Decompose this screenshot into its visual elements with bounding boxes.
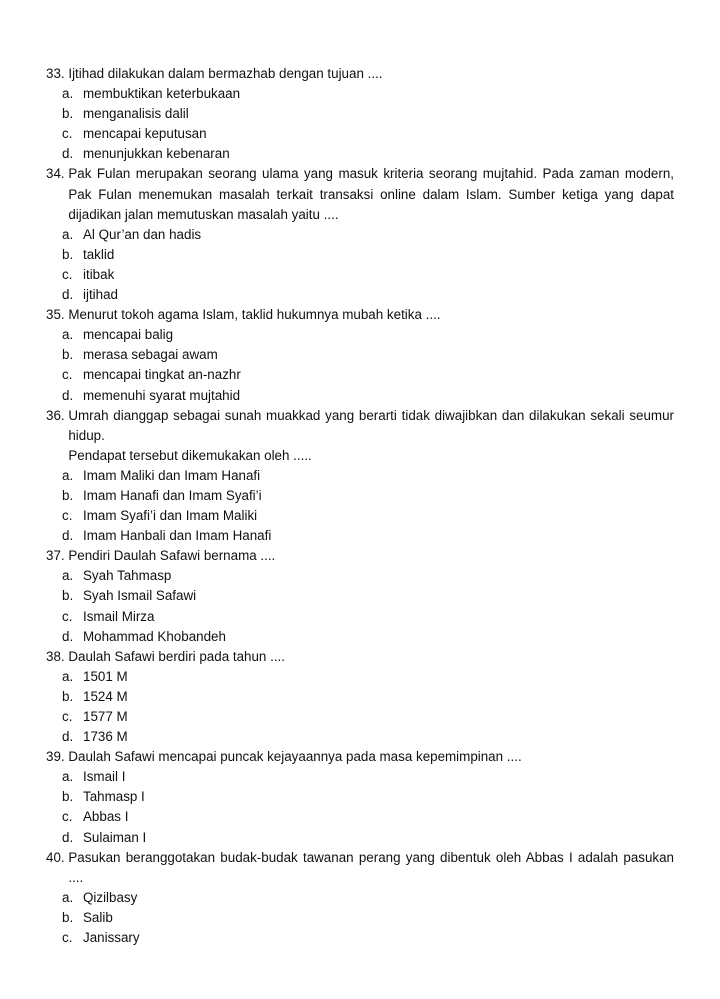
question-stem [46, 406, 674, 466]
option-letter: a. [62, 769, 74, 785]
option-d [62, 627, 674, 647]
question-text [68, 647, 674, 667]
option-text: Imam Hanbali dan Imam Hanafi [83, 528, 272, 544]
option-list [46, 466, 674, 546]
question-34 [46, 164, 674, 305]
option-letter: d. [62, 387, 74, 403]
option-text: Imam Maliki dan Imam Hanafi [83, 467, 261, 483]
option-text: Ismail I [83, 769, 126, 785]
option-text: Ismail Mirza [83, 608, 155, 624]
question-stem [46, 305, 674, 325]
option-text: 1524 M [83, 688, 128, 704]
question-paragraph: Pasukan beranggotakan budak-budak tawanan perang yang dibentuk oleh Abbas I adalah pasukan .... [68, 849, 674, 885]
option-letter: a. [62, 889, 74, 905]
option-text: Qizilbasy [83, 889, 138, 905]
option-c [62, 124, 674, 144]
option-b [62, 908, 674, 928]
question-stem [46, 64, 674, 84]
option-letter: b. [62, 909, 74, 925]
question-number: 38. [46, 648, 65, 664]
option-d [62, 526, 674, 546]
option-list [46, 84, 674, 164]
option-letter: c. [62, 608, 73, 624]
option-text: 1577 M [83, 709, 128, 724]
option-list [46, 767, 674, 847]
option-a [62, 667, 674, 687]
option-c [62, 607, 674, 627]
option-letter: c. [62, 930, 73, 946]
option-letter: b. [62, 347, 74, 363]
question-text [68, 305, 674, 325]
option-text: menunjukkan kebenaran [83, 146, 230, 162]
option-d [62, 285, 674, 305]
question-paragraph: Ijtihad dilakukan dalam bermazhab dengan tujuan .... [68, 66, 383, 81]
option-text: Salib [83, 909, 113, 925]
option-text: membuktikan keterbukaan [83, 86, 241, 102]
option-text: Sulaiman I [83, 829, 147, 845]
option-a [62, 767, 674, 787]
option-text: taklid [83, 246, 115, 262]
option-text: Janissary [83, 930, 140, 946]
option-a [62, 888, 674, 908]
question-39 [46, 747, 674, 847]
option-letter: a. [62, 568, 74, 584]
option-c [62, 265, 674, 285]
option-a [62, 566, 674, 586]
option-d [62, 727, 674, 747]
option-c [62, 365, 674, 385]
option-d [62, 144, 674, 164]
question-text [68, 747, 674, 767]
option-list [46, 667, 674, 747]
question-stem [46, 747, 674, 767]
option-text: Syah Ismail Safawi [83, 588, 197, 604]
option-text: Tahmasp I [83, 789, 145, 805]
option-letter: b. [62, 588, 74, 604]
question-number: 39. [46, 749, 65, 765]
option-letter: c. [62, 126, 73, 142]
option-letter: b. [62, 246, 74, 262]
option-text: Imam Hanafi dan Imam Syafi’i [83, 487, 262, 503]
option-letter: b. [62, 789, 74, 805]
option-letter: a. [62, 467, 74, 483]
option-letter: b. [62, 487, 74, 503]
option-c [62, 707, 674, 727]
option-b [62, 345, 674, 365]
option-text: Al Qur’an dan hadis [83, 226, 202, 242]
question-paragraph: Daulah Safawi berdiri pada tahun .... [68, 648, 285, 664]
option-text: mencapai keputusan [83, 126, 207, 142]
question-40 [46, 848, 674, 948]
option-text: menganalisis dalil [83, 106, 189, 122]
question-paragraph: Pendiri Daulah Safawi bernama .... [68, 548, 276, 564]
option-d [62, 828, 674, 848]
option-letter: a. [62, 668, 74, 684]
option-b [62, 104, 674, 124]
option-text: Imam Syafi’i dan Imam Maliki [83, 508, 258, 524]
option-a [62, 225, 674, 245]
question-number: 33. [46, 66, 65, 81]
option-letter: a. [62, 86, 74, 102]
question-stem [46, 164, 674, 224]
question-text [68, 64, 674, 84]
option-list [46, 888, 674, 948]
option-a [62, 84, 674, 104]
option-text: itibak [83, 266, 115, 282]
question-number: 35. [46, 307, 65, 323]
option-letter: d. [62, 729, 74, 745]
option-letter: a. [62, 226, 74, 242]
question-37 [46, 546, 674, 646]
question-36 [46, 406, 674, 547]
option-c [62, 506, 674, 526]
option-letter: d. [62, 829, 74, 845]
question-number: 37. [46, 548, 65, 564]
question-text [68, 848, 674, 888]
option-letter: b. [62, 106, 74, 122]
option-c [62, 928, 674, 948]
option-b [62, 245, 674, 265]
option-b [62, 687, 674, 707]
question-paragraph: Pak Fulan merupakan seorang ulama yang masuk kriteria seorang mujtahid. Pada zaman modern, Pak Fulan menemukan masalah terkait transaksi online dalam Islam. Sumber ketiga yang dapat dijadikan jalan memutuskan masalah yaitu .... [68, 166, 674, 222]
question-paragraph: Umrah dianggap sebagai sunah muakkad yang berarti tidak diwajibkan dan dilakukan sekali seumur hidup. [68, 407, 674, 443]
option-text: 1736 M [83, 729, 128, 745]
question-number: 36. [46, 407, 65, 423]
option-text: Abbas I [83, 809, 129, 825]
question-stem [46, 546, 674, 566]
option-text: mencapai tingkat an-nazhr [83, 367, 241, 383]
option-text: Syah Tahmasp [83, 568, 172, 584]
option-b [62, 486, 674, 506]
option-b [62, 787, 674, 807]
option-text: mencapai balig [83, 327, 174, 343]
question-stem [46, 647, 674, 667]
option-a [62, 325, 674, 345]
question-number: 34. [46, 166, 65, 182]
question-text [68, 546, 674, 566]
option-a [62, 466, 674, 486]
option-letter: a. [62, 327, 74, 343]
option-text: memenuhi syarat mujtahid [83, 387, 241, 403]
option-letter: c. [62, 709, 73, 724]
question-paragraph: Pendapat tersebut dikemukakan oleh ..... [68, 447, 312, 463]
question-38 [46, 647, 674, 747]
option-letter: d. [62, 287, 74, 303]
option-c [62, 807, 674, 827]
option-list [46, 225, 674, 305]
option-letter: d. [62, 146, 74, 162]
question-stem [46, 848, 674, 888]
option-letter: c. [62, 809, 73, 825]
option-text: 1501 M [83, 668, 128, 684]
option-letter: b. [62, 688, 74, 704]
option-letter: c. [62, 508, 73, 524]
question-number: 40. [46, 849, 65, 865]
option-b [62, 586, 674, 606]
option-letter: d. [62, 628, 74, 644]
option-text: merasa sebagai awam [83, 347, 218, 363]
option-d [62, 386, 674, 406]
question-paragraph: Daulah Safawi mencapai puncak kejayaannya pada masa kepemimpinan .... [68, 749, 522, 765]
question-33 [46, 64, 674, 164]
option-letter: d. [62, 528, 74, 544]
question-text [68, 406, 674, 466]
option-text: ijtihad [83, 287, 118, 303]
option-text: Mohammad Khobandeh [83, 628, 226, 644]
question-paragraph: Menurut tokoh agama Islam, taklid hukumnya mubah ketika .... [68, 307, 441, 323]
question-35 [46, 305, 674, 405]
option-list [46, 566, 674, 646]
option-list [46, 325, 674, 405]
question-text [68, 164, 674, 224]
option-letter: c. [62, 266, 73, 282]
option-letter: c. [62, 367, 73, 383]
